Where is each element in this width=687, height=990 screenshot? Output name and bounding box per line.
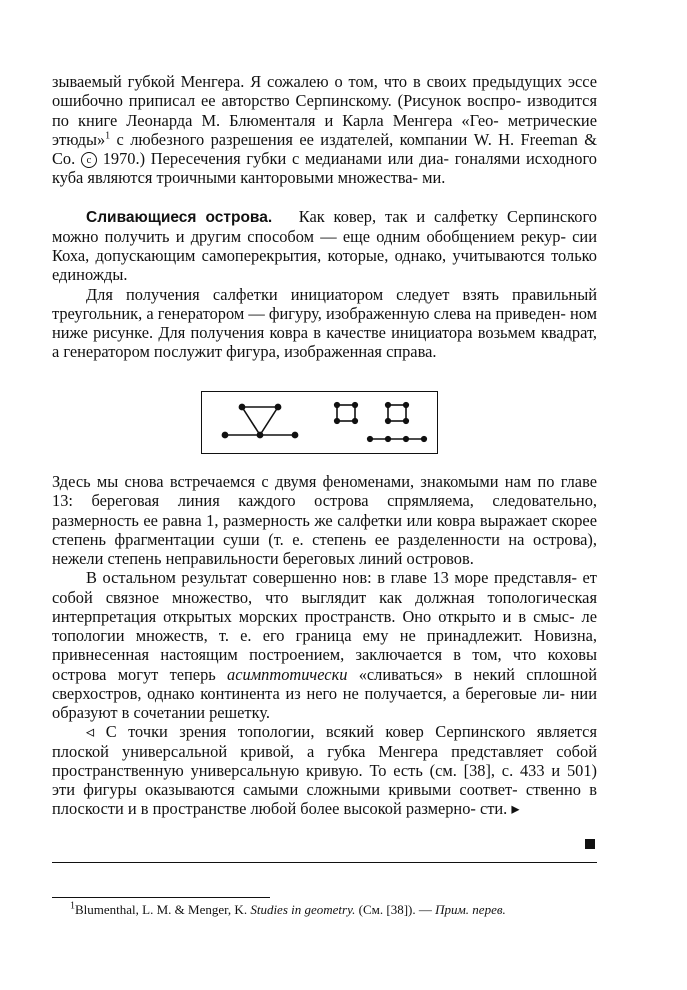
text-line: интерпретация открытых морских пространств. Оно открыто и в смыс- [52,606,575,626]
text-line: Как ковер, так и салфетку Серпинского [298,206,597,226]
triangle-vertex [239,404,244,409]
text-line: размерность ее равна 1, размерность же салфетки или ковра выражает [52,510,548,530]
triangle-vertex [275,404,280,409]
footnote-rule [52,897,270,898]
paragraph-5 [52,568,597,722]
generator-figure [201,391,438,454]
page-text-top [52,72,597,362]
square-vertex [353,403,358,408]
base-vertex [404,437,409,442]
text-line: гоналями исходного куба являются троичными канторовыми множества- [52,149,597,188]
text-line: ственно в плоскости и в пространстве любой более высокой размерно- [52,780,597,819]
triangle-vertex [257,432,262,437]
page-bottom-rule [52,862,597,863]
text-line: пространственную универсальную кривую. То есть (см. [38], с. 433 [52,760,545,780]
triangle-right-edge [260,407,278,435]
text-line: эссе ошибочно приписал ее авторство Серпинскому. (Рисунок воспро- [52,72,597,111]
text-line: зываемый губкой Менгера. Я сожалею о том, что в своих предыдущих [52,72,563,91]
italic-term: асимптотически [227,664,348,684]
base-vertex [368,437,373,442]
paragraph-3 [52,285,597,362]
paragraph-1 [52,72,597,188]
square-vertex [404,419,409,424]
text-line: сти. ▸ [479,799,520,819]
footnote-marker: 1 [105,130,111,142]
text-line: привнесенная настоящим построением, заключается в том, что коховы [52,645,597,665]
square-vertex [335,419,340,424]
square-vertex [404,403,409,408]
text-line: 1970.) Пересечения губки с медианами или диа- [102,149,449,168]
footnote-title: Studies in geometry. [250,902,356,917]
square-small [337,405,355,421]
base-vertex [386,437,391,442]
text-line: острова), нежели степень неправильности береговых линий островов. [52,529,597,568]
base-vertex [422,437,427,442]
text-line: изводится по книге Леонарда М. Блюменталя и Карла Менгера «Гео- [52,91,597,130]
end-of-section-square-icon [585,839,595,849]
triangle-vertex [292,432,297,437]
footnote-note: Прим. перев. [435,902,506,917]
text-line: можно получить и другим способом — еще одним обобщением рекур- [52,226,566,246]
footnote-ref: (См. [38]). — [355,902,436,917]
square-vertex [335,403,340,408]
text-line: Здесь мы снова встречаемся с двумя феноменами, знакомыми нам по [52,472,555,491]
text-line: только единожды. [52,246,597,285]
text-line: ет собой связное множество, что выглядит как должная топологическая [52,568,597,607]
text-line: «сливаться» в некий сплошной [358,664,597,684]
text-line: ном ниже рисунке. Для получения ковра в качестве инициатора возьмем [52,303,597,342]
paragraph-6 [52,722,597,818]
footnote-number: 1 [70,900,75,912]
page-text-bottom [52,472,597,819]
text-line: ◃ С точки зрения топологии, всякий ковер Серпинского является [86,722,597,742]
text-line: острова могут теперь [52,664,216,684]
text-line: главе 13: береговая линия каждого острова спрямляема, следовательно, [52,472,597,511]
triangle-vertex [222,432,227,437]
copyright-icon: c [81,152,97,168]
section-heading: Сливающиеся острова. [86,208,273,226]
text-line: Для получения салфетки инициатором следует взять правильный [86,284,597,304]
paragraph-4 [52,472,597,568]
square-vertex [386,419,391,424]
text-line: с любезного разрешения ее издателей, компании [110,129,468,149]
footnote [70,902,506,918]
text-line: нии образуют в сочетании решетку. [52,683,597,722]
triangle-left-edge [242,407,260,435]
text-line: метрические этюды» [52,110,597,149]
text-line: и 501) эти фигуры оказываются самыми сложными кривыми соответ- [52,760,598,799]
paragraph-2 [52,207,597,285]
text-line: сии Коха, допускающим самоперекрытия, которые, однако, учитываются [52,226,597,265]
square-vertex [386,403,391,408]
text-line: ле топологии множеств, т. е. его граница ему не принадлежит. Новизна, [52,606,597,645]
text-line: W. H. Freeman & Co. [52,129,597,168]
footnote-authors: Blumenthal, L. M. & Menger, K. [75,902,248,917]
text-line: ми. [422,168,446,188]
square-generator [388,405,406,421]
generator-figure-svg [202,392,439,455]
text-line: треугольник, а генератором — фигуру, изображенную слева на приведен- [52,303,566,323]
square-vertex [353,419,358,424]
text-line: сверхостров, однако континента из него не получается, а береговые ли- [52,683,565,703]
text-line: плоской универсальной кривой, а губка Менгера представляет собой [52,741,597,761]
text-line: скорее степень фрагментации суши (т. е. степень ее разделенности на [52,510,597,549]
text-line: В остальном результат совершенно нов: в главе 13 море представля- [86,568,577,588]
text-line: квадрат, а генератором послужит фигура, изображенная справа. [52,323,597,362]
